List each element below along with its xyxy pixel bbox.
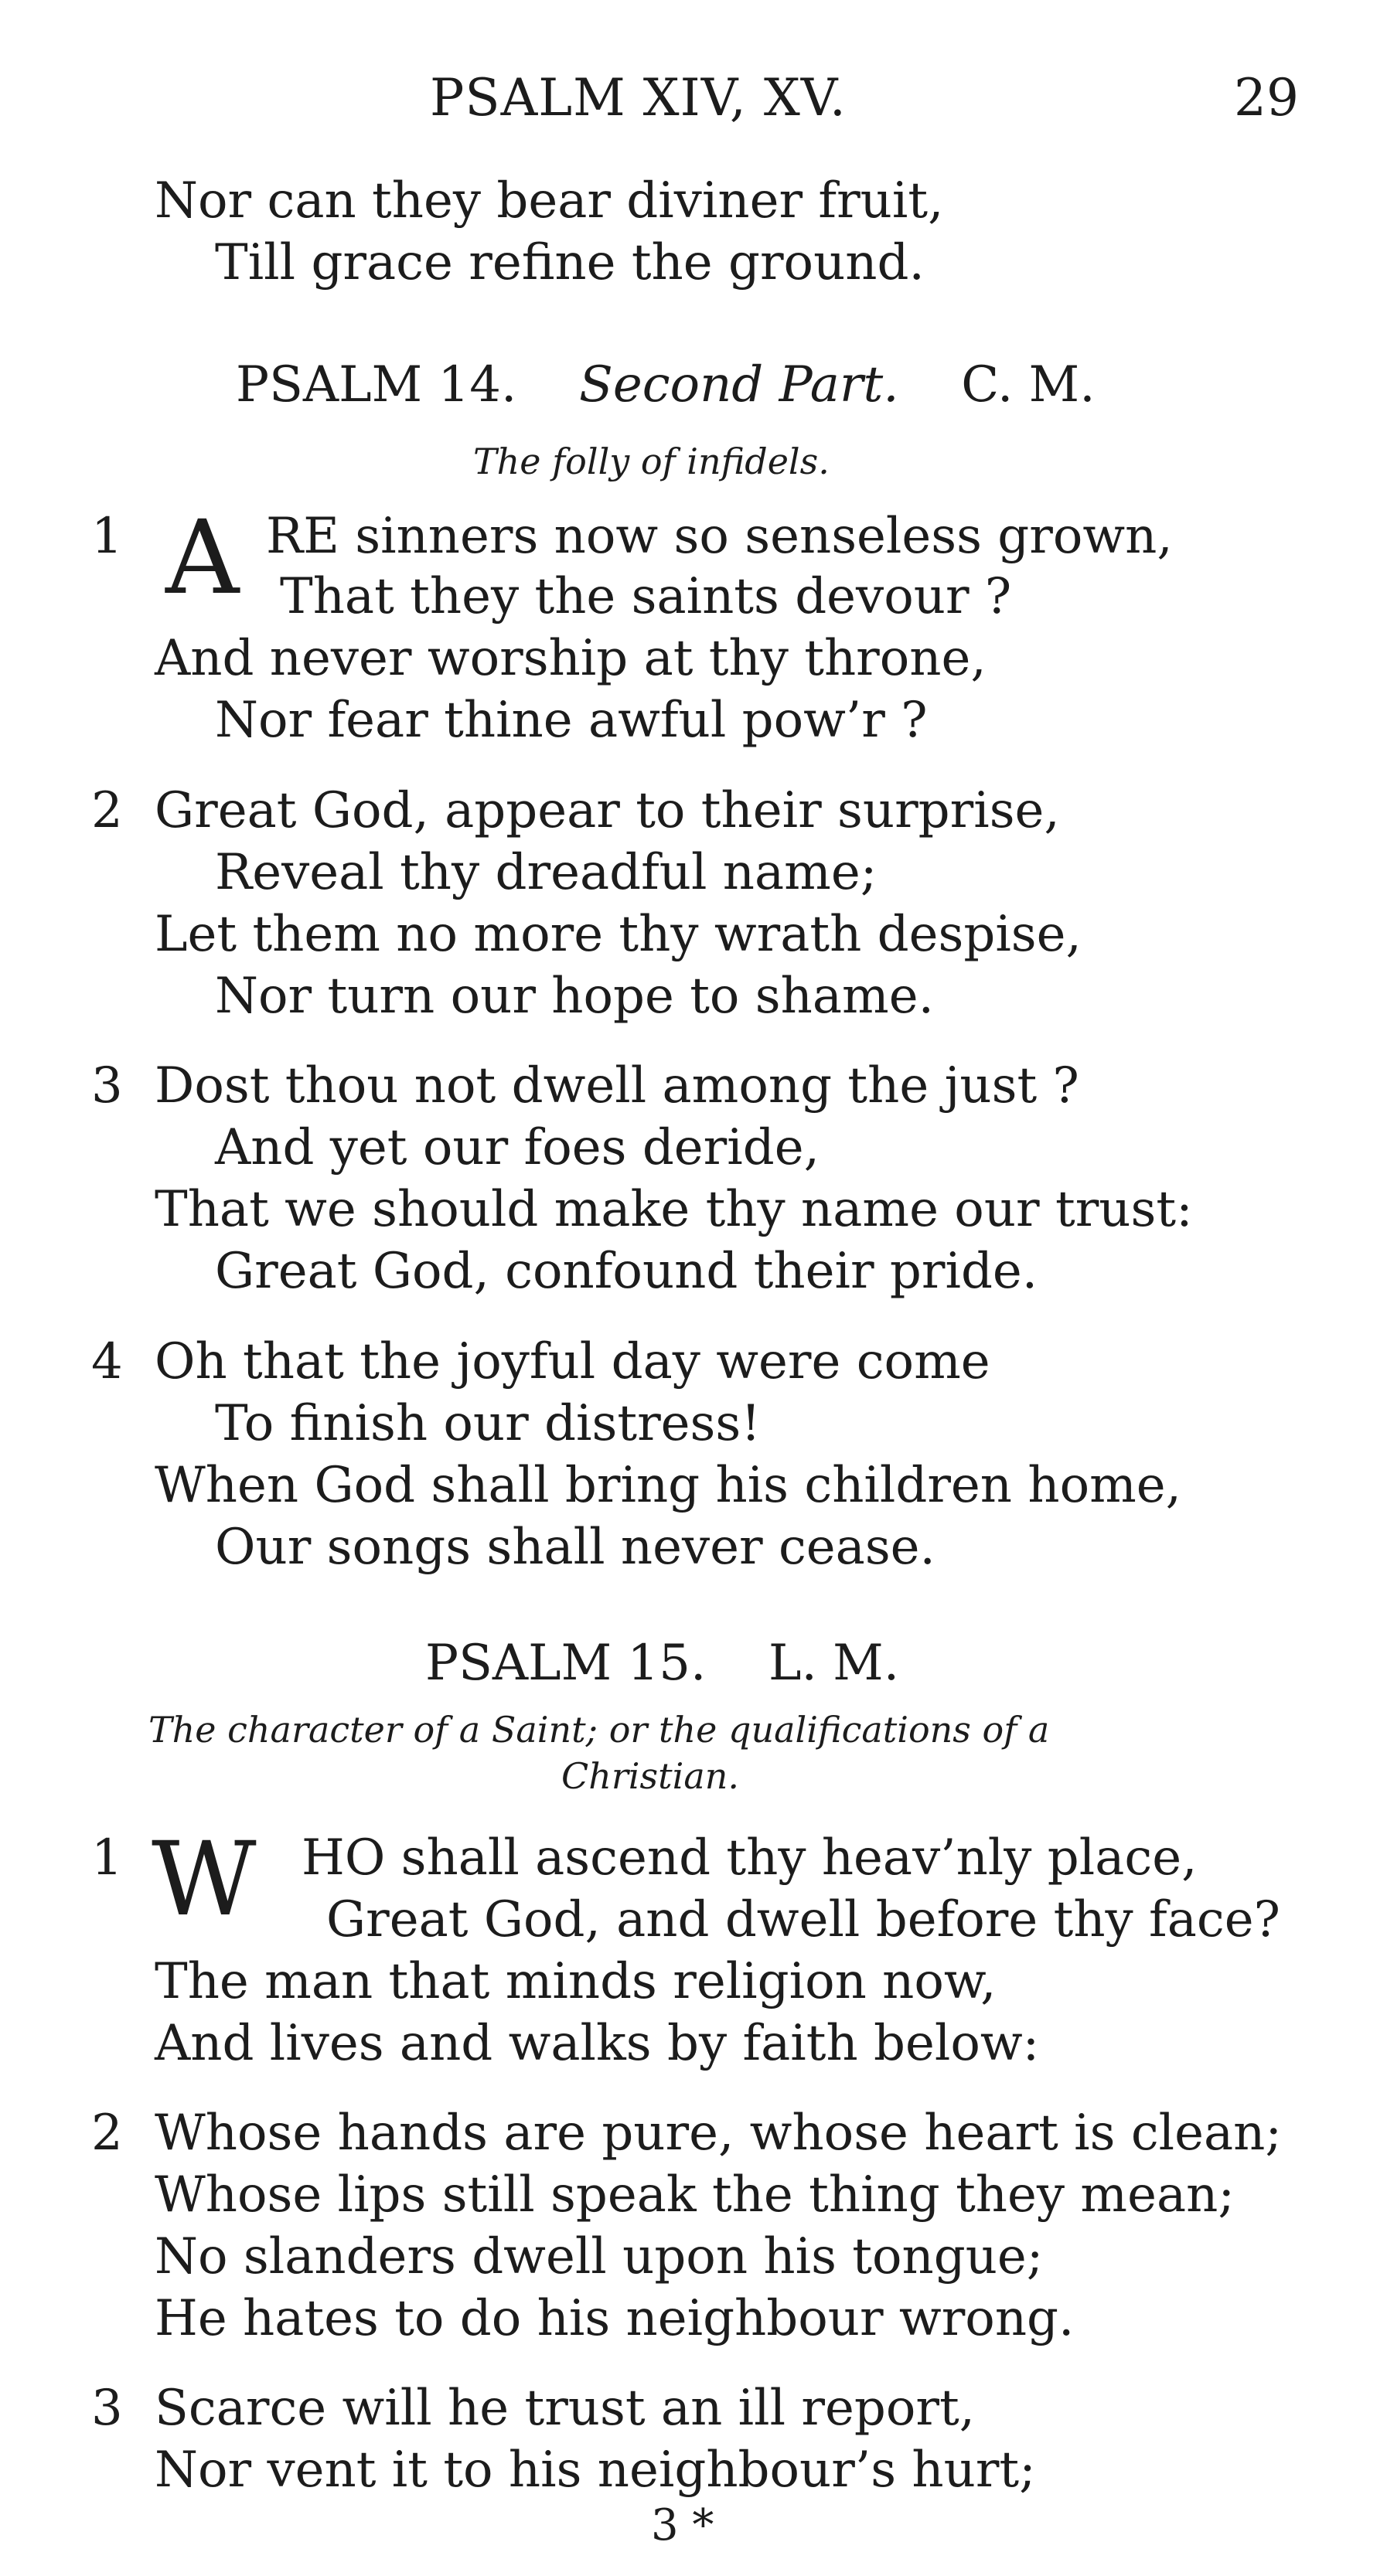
psalm14-meter: C. M. [961, 356, 1096, 413]
verse-line: The man that minds religion now, [155, 1953, 997, 2010]
psalm15-subtitle: The character of a Saint; or the qualifications of a [148, 1709, 1050, 1751]
verse-line: And lives and walks by faith below: [155, 2015, 1040, 2072]
verse-number: 3 [91, 1057, 123, 1114]
psalm14-part: Second Part. [578, 356, 899, 413]
verse-line: Nor turn our hope to shame. [215, 968, 934, 1025]
verse-line: Oh that the joyful day were come [155, 1333, 990, 1390]
verse-number: 4 [91, 1333, 123, 1390]
verse-line: Nor vent it to his neighbour’s hurt; [155, 2442, 1036, 2499]
psalm15-meter: L. M. [768, 1635, 900, 1692]
verse-line: Great God, appear to their surprise, [155, 782, 1060, 839]
verse-line: And never worship at thy throne, [155, 630, 987, 687]
verse-line: Our songs shall never cease. [215, 1519, 935, 1576]
verse-line: Great God, and dwell before thy face? [326, 1891, 1280, 1948]
carryover-line: Nor can they bear diviner fruit, [155, 172, 944, 230]
psalm14-subtitle: The folly of infidels. [473, 441, 830, 482]
signature-mark: 3 * [651, 2500, 714, 2550]
verse-line: No slanders dwell upon his tongue; [155, 2228, 1044, 2285]
verse-line: Great God, confound their pride. [215, 1243, 1038, 1300]
verse-line: RE sinners now so senseless grown, [266, 508, 1173, 565]
carryover-line: Till grace refine the ground. [215, 234, 925, 291]
verse-line: Scarce will he trust an ill report, [155, 2380, 975, 2437]
verse-number: 2 [91, 782, 123, 839]
drop-cap: W [152, 1820, 257, 1939]
psalm14-title: PSALM 14. [236, 356, 517, 413]
verse-line: Whose hands are pure, whose heart is clean; [155, 2105, 1282, 2162]
drop-cap: A [165, 499, 240, 618]
verse-line: Reveal thy dreadful name; [215, 844, 878, 901]
verse-line: When God shall bring his children home, [155, 1457, 1181, 1514]
psalm15-heading [425, 1635, 900, 1692]
verse-line: He hates to do his neighbour wrong. [155, 2290, 1075, 2347]
verse-line: HO shall ascend thy heav’nly place, [302, 1829, 1198, 1887]
verse-line: To finish our distress! [215, 1395, 761, 1452]
running-title: PSALM XIV, XV. [430, 68, 847, 128]
verse-number: 3 [91, 2380, 123, 2437]
verse-line: Let them no more thy wrath despise, [155, 906, 1082, 963]
verse-line: Whose lips still speak the thing they mean; [155, 2166, 1235, 2224]
verse-number: 1 [91, 508, 123, 565]
psalm15-subtitle-cont: Christian. [561, 1755, 739, 1797]
verse-line: Dost thou not dwell among the just ? [155, 1057, 1079, 1114]
verse-line: And yet our foes deride, [215, 1119, 820, 1176]
psalm15-title: PSALM 15. [425, 1635, 707, 1692]
page-number: 29 [1234, 68, 1299, 128]
verse-number: 2 [91, 2105, 123, 2162]
verse-number: 1 [91, 1829, 123, 1887]
verse-line: Nor fear thine awful pow’r ? [215, 692, 928, 749]
verse-line: That we should make thy name our trust: [155, 1181, 1193, 1238]
psalm14-heading [236, 356, 1096, 413]
verse-line: That they the saints devour ? [280, 568, 1012, 625]
